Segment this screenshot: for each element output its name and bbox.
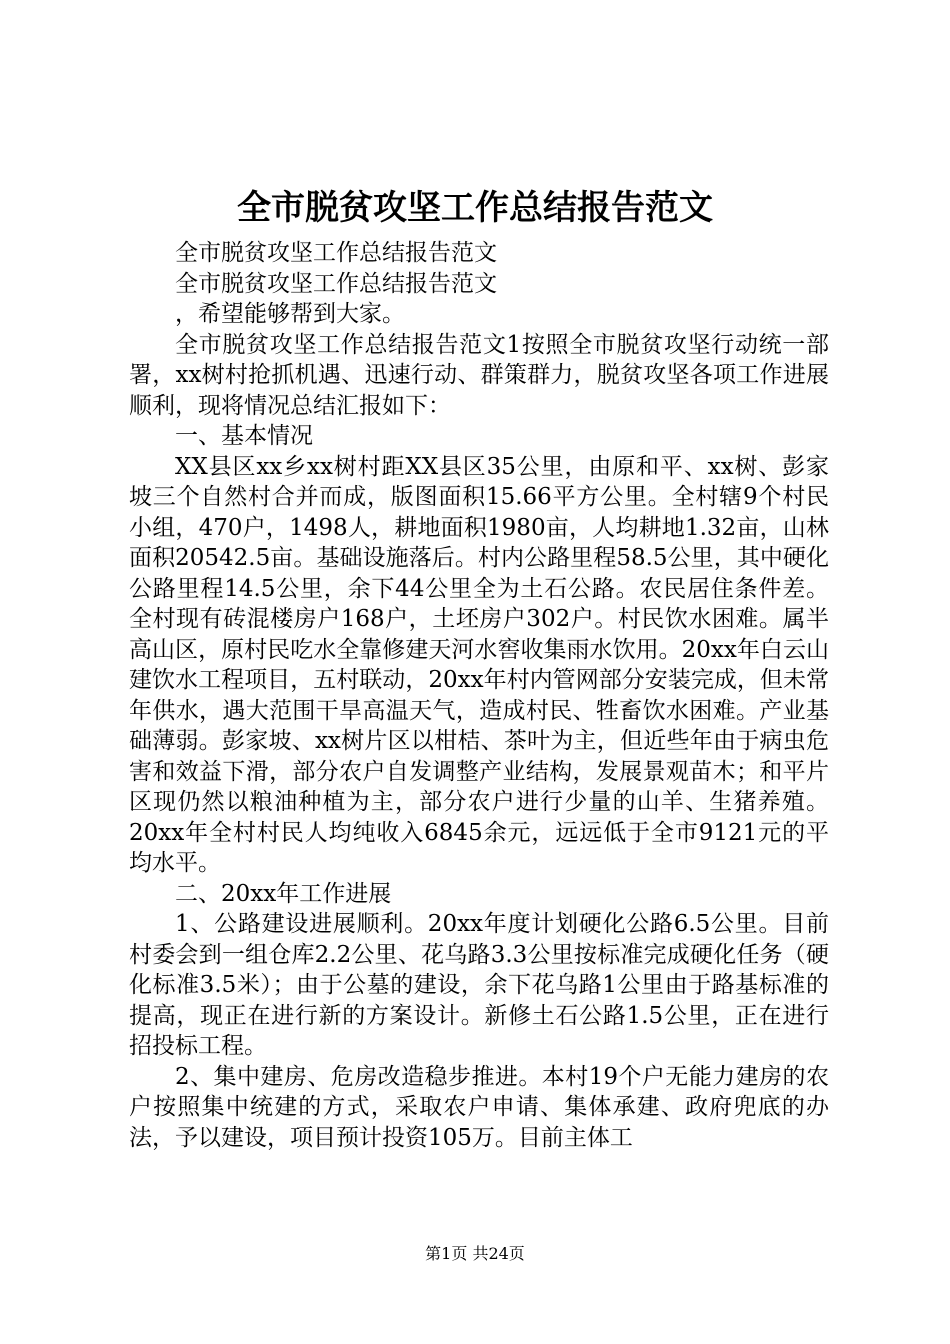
page-footer: 第1页 共24页 [425, 1244, 525, 1263]
paragraph: 1、公路建设进展顺利。20xx年度计划硬化公路6.5公里。目前村委会到一组仓库2.2公里、花乌路3.3公里按标准完成硬化任务（硬化标准3.5米）；由于公墓的建设，余下花乌路1公里由于路基标准的提高，现正在进行新的方案设计。新修土石公路1.5公里，正在进行招投标工程。 [129, 911, 829, 1059]
paragraph: XX县区xx乡xx树村距XX县区35公里，由原和平、xx树、彭家坡三个自然村合并而成，版图面积15.66平方公里。全村辖9个村民小组，470户，1498人，耕地面积1980亩，人均耕地1.32亩，山林面积20542.5亩。基础设施落后。村内公路里程58.5公里，其中硬化公路里程14.5公里，余下44公里全为土石公路。农民居住条件差。全村现有砖混楼房户168户，土坯房户302户。村民饮水困难。属半高山区，原村民吃水全靠修建天河水窖收集雨水饮用。20xx年白云山建饮水工程项目，五村联动，20xx年村内管网部分安装完成，但未常年供水，遇大范围干旱高温天气，造成村民、牲畜饮水困难。产业基础薄弱。彭家坡、xx树片区以柑桔、茶叶为主，但近些年由于病虫危害和效益下滑，部分农户自发调整产业结构，发展景观苗木；和平片区现仍然以粮油种植为主，部分农户进行少量的山羊、生猪养殖。20xx年全村村民人均纯收入6845余元，远远低于全市9121元的平均水平。 [129, 453, 829, 876]
paragraph: 全市脱贫攻坚工作总结报告范文1按照全市脱贫攻坚行动统一部署，xx树村抢抓机遇、迅速行动、群策群力，脱贫攻坚各项工作进展顺利，现将情况总结汇报如下： [129, 331, 829, 419]
document-title: 全市脱贫攻坚工作总结报告范文 [237, 188, 713, 228]
section-heading: 一、基本情况 [175, 423, 313, 449]
paragraph: 全市脱贫攻坚工作总结报告范文 [175, 270, 497, 297]
document-body [129, 238, 829, 1153]
paragraph: 全市脱贫攻坚工作总结报告范文 [175, 240, 497, 266]
paragraph: ，希望能够帮到大家。 [175, 301, 405, 327]
paragraph: 2、集中建房、危房改造稳步推进。本村19个户无能力建房的农户按照集中统建的方式，采取农户申请、集体承建、政府兜底的办法，予以建设，项目预计投资105万。目前主体工 [129, 1063, 829, 1151]
section-heading: 二、20xx年工作进展 [175, 880, 392, 907]
